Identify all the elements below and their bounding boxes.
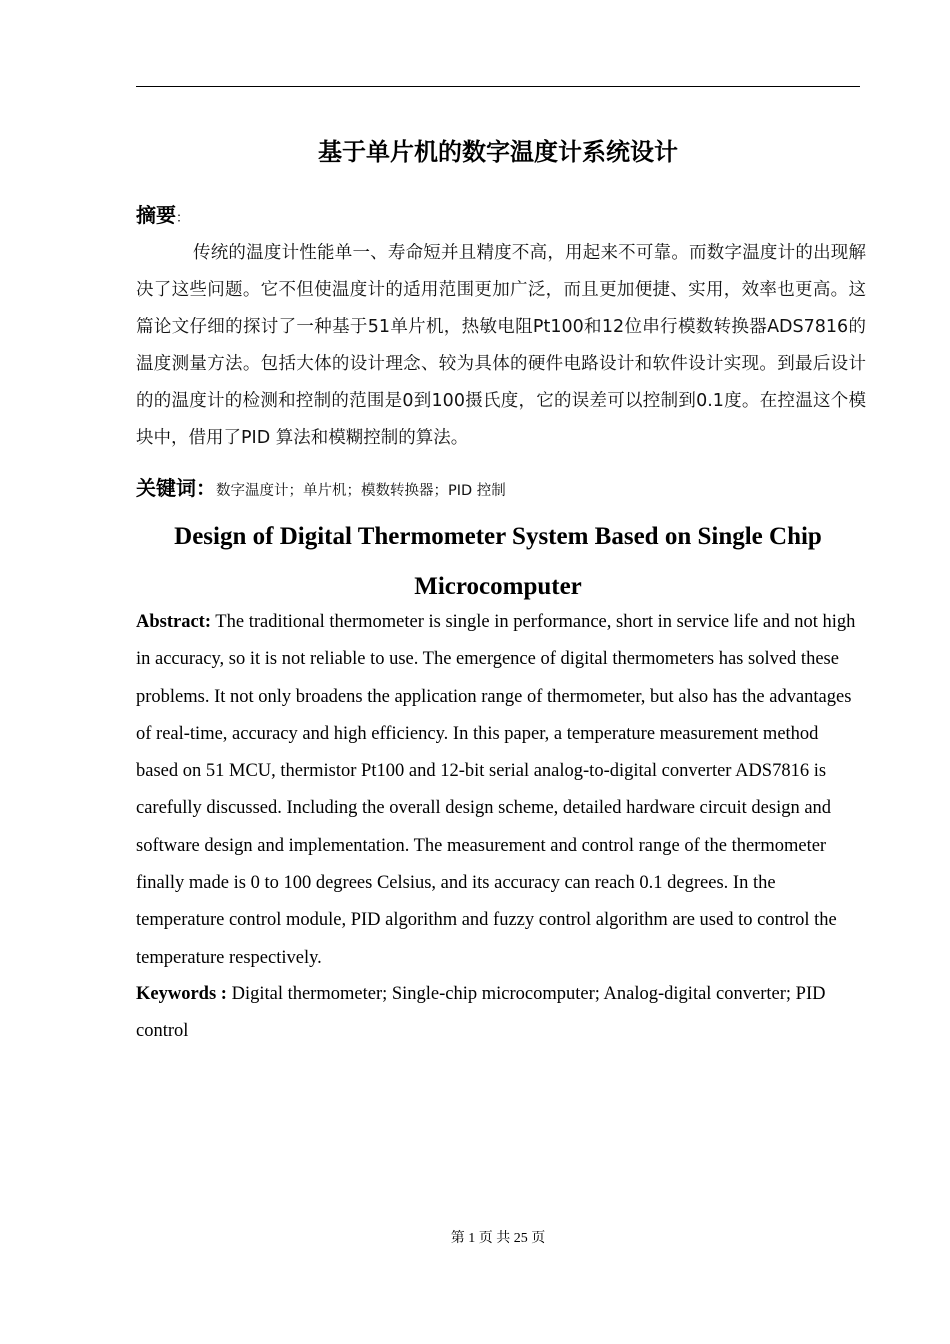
english-keywords (136, 976, 860, 1051)
chinese-abstract-text: 传统的温度计性能单一、寿命短并且精度不高，用起来不可靠。而数字温度计的出现解决了这些问题。它不但使温度计的适用范围更加广泛，而且更加便捷、实用，效率也更高。这篇论文仔细的探讨了一种基于51单片机，热敏电阻Pt100和12位串行模数转换器ADS7816的温度测量方法。包括大体的设计理念、较为具体的硬件电路设计和软件设计实现。到最后设计的的温度计的检测和控制的范围是0到100摄氏度，它的误差可以控制到0.1度。在控温这个模块中，借用了PID 算法和模糊控制的算法。 (136, 243, 866, 448)
english-keywords-label: Keywords : (136, 984, 227, 1004)
chinese-abstract-label-text: 摘要 (136, 203, 176, 227)
chinese-keywords-text: 数字温度计；单片机；模数转换器；PID 控制 (216, 483, 506, 499)
page-footer: 第 1 页 共 25 页 (450, 1231, 546, 1246)
english-abstract-label: Abstract: (136, 612, 212, 632)
header-rule (136, 86, 860, 87)
english-title: Design of Digital Thermometer System Based on Single Chip Microcomputer (174, 523, 822, 600)
chinese-keywords-label: 关键词： (136, 476, 216, 500)
chinese-abstract-colon: ： (176, 211, 190, 226)
english-abstract (136, 604, 860, 977)
english-abstract-text: The traditional thermometer is single in performance, short in service life and not high in accuracy, so it is not reliable to use. The emergence of digital thermometers has solved these problems. It not only broadens the application range of thermometer, but also has the advantages of real-time, accuracy and high efficiency. In this paper, a temperature measurement method based on 51 MCU, thermistor Pt100 and 12-bit serial analog-to-digital converter ADS7816 is carefully discussed. Including the overall design scheme, detailed hardware circuit design and software design and implementation. The measurement and control range of the thermometer finally made is 0 to 100 degrees Celsius, and its accuracy can reach 0.1 degrees. In the temperature control module, PID algorithm and fuzzy control algorithm are used to control the temperature respectively. (136, 612, 856, 968)
chinese-keywords (136, 472, 860, 507)
english-keywords-text: Digital thermometer; Single-chip microcomputer; Analog-digital converter; PID control (136, 984, 826, 1042)
chinese-title: 基于单片机的数字温度计系统设计 (318, 138, 678, 166)
chinese-abstract-label (136, 200, 189, 234)
